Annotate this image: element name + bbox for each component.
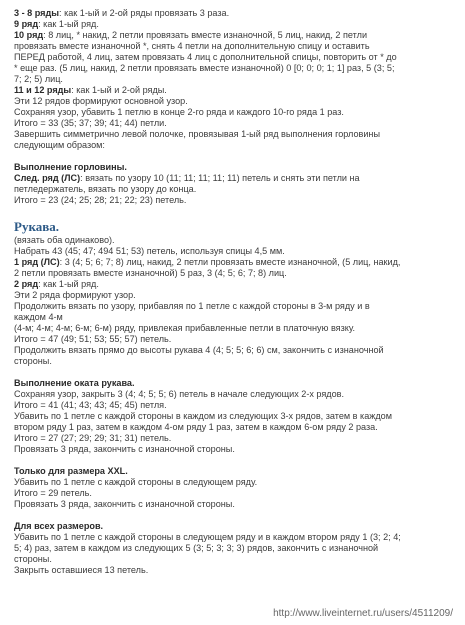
text-line: Провязать 3 ряда, закончить с изнаночной стороны. <box>14 444 235 454</box>
row-label: 2 ряд <box>14 279 39 289</box>
row-label: 9 ряд <box>14 19 39 29</box>
text-line: Итого = 27 (27; 29; 29; 31; 31) петель. <box>14 433 172 443</box>
sleeve-title: Рукава. <box>14 219 60 234</box>
source-url-watermark: http://www.liveinternet.ru/users/4511209/ <box>273 608 453 619</box>
text-line: Убавить по 1 петле с каждой стороны в следующем ряду. <box>14 477 258 487</box>
text-line: Закрыть оставшиеся 13 петель. <box>14 565 149 575</box>
text-line: (вязать оба одинаково). <box>14 235 115 245</box>
row-label: 11 и 12 ряды <box>14 85 72 95</box>
text-line: стороны. <box>14 554 52 564</box>
text-line: Набрать 43 (45; 47; 494 51; 53) петель, используя спицы 4,5 мм. <box>14 246 285 256</box>
text-line: Итого = 47 (49; 51; 53; 55; 57) петель. <box>14 334 172 344</box>
rows-11-12: 11 и 12 ряды: как 1-ый и 2-ой ряды. <box>14 85 167 95</box>
text-line: петледержатель, вязать по узору до конца. <box>14 184 197 194</box>
text-line: стороны. <box>14 356 52 366</box>
text-line: Сохраняя узор, закрыть 3 (4; 4; 5; 5; 6) петель в начале следующих 2-х рядов. <box>14 389 345 399</box>
rows-3-8: 3 - 8 ряды: как 1-ый и 2-ой ряды провязать 3 раза. <box>14 8 230 18</box>
text-line: каждом 4-м <box>14 312 63 322</box>
text-line: втором ряду 1 раз, затем в каждом 4-ом ряду 1 раз, затем в каждом 6-ом ряду 2 раза. <box>14 422 378 432</box>
row-9: 9 ряд: как 1-ый ряд. <box>14 19 99 29</box>
sleeve-row-2: 2 ряд: как 1-ый ряд. <box>14 279 99 289</box>
row-label: 1 ряд (ЛС) <box>14 257 60 267</box>
neck-next-row: След. ряд (ЛС): вязать по узору 10 (11; 11; 11; 11; 11) петель и снять эти петли на <box>14 173 360 183</box>
text-line: следующим образом: <box>14 140 105 150</box>
text-line: Эти 2 ряда формируют узор. <box>14 290 136 300</box>
text-line: Итого = 33 (35; 37; 39; 41; 44) петли. <box>14 118 167 128</box>
text-line: 2 петли провязать вместе изнаночной) 5 раз, 3 (4; 5; 6; 7; 8) лиц. <box>14 268 287 278</box>
text-line: Итого = 41 (41; 43; 43; 45; 45) петля. <box>14 400 167 410</box>
row-10-line: провязать вместе изнаночной *, снять 4 петли на дополнительную спицу и оставить <box>14 41 370 51</box>
row-label: 3 - 8 ряды <box>14 8 60 18</box>
text-line: Продолжить вязать по узору, прибавляя по 1 петле с каждой стороны в 3-м ряду и в <box>14 301 370 311</box>
text-line: (4-м; 4-м; 4-м; 6-м; 6-м) ряду, привлекая прибавленные петли в платочную вязку. <box>14 323 356 333</box>
neck-total: Итого = 23 (24; 25; 28; 21; 22; 23) петель. <box>14 195 187 205</box>
text-line: Убавить по 1 петле с каждой стороны в каждом из следующих 3-х рядов, затем в каждом <box>14 411 392 421</box>
xxl-title: Только для размера XXL. <box>14 466 128 476</box>
text-line: 5; 4) раз, затем в каждом из следующих 5 (3; 5; 3; 3; 3) рядов, закончить с изнаночной <box>14 543 379 553</box>
sleeve-row-1: 1 ряд (ЛС): 3 (4; 5; 6; 7; 8) лиц, накид, 2 петли провязать вместе изнаночной, (5 лиц, накид, <box>14 257 401 267</box>
text-line: Эти 12 рядов формируют основной узор. <box>14 96 188 106</box>
row-10-line: * еще раз. (5 лиц, накид, 2 петли провязать вместе изнаночной) 0 [0; 0; 0; 1; 1] раз, 5 (3; 5; <box>14 63 395 73</box>
cap-title: Выполнение оката рукава. <box>14 378 135 388</box>
row-10-line: ПЕРЕД работой, 4 лиц, затем провязать 4 лиц с дополнительной спицы, повторить от * до <box>14 52 397 62</box>
row-label: След. ряд (ЛС) <box>14 173 81 183</box>
text-line: Убавить по 1 петле с каждой стороны в следующем ряду и в каждом втором ряду 1 (3; 2; 4; <box>14 532 401 542</box>
neck-title: Выполнение горловины. <box>14 162 127 172</box>
all-sizes-title: Для всех размеров. <box>14 521 104 531</box>
row-label: 10 ряд <box>14 30 44 40</box>
text-line: Провязать 3 ряда, закончить с изнаночной стороны. <box>14 499 235 509</box>
row-10-line: 10 ряд: 8 лиц, * накид, 2 петли провязать вместе изнаночной, 5 лиц, накид, 2 петли <box>14 30 368 40</box>
row-10-line: 7; 2; 5) лиц. <box>14 74 63 84</box>
text-line: Сохраняя узор, убавить 1 петлю в конце 2-го ряда и каждого 10-го ряда 1 раз. <box>14 107 344 117</box>
text-line: Итого = 29 петель. <box>14 488 92 498</box>
text-line: Завершить симметрично левой полочке, провязывая 1-ый ряд выполнения горловины <box>14 129 380 139</box>
text-line: Продолжить вязать прямо до высоты рукава 4 (4; 5; 5; 6; 6) см, закончить с изнаночной <box>14 345 384 355</box>
